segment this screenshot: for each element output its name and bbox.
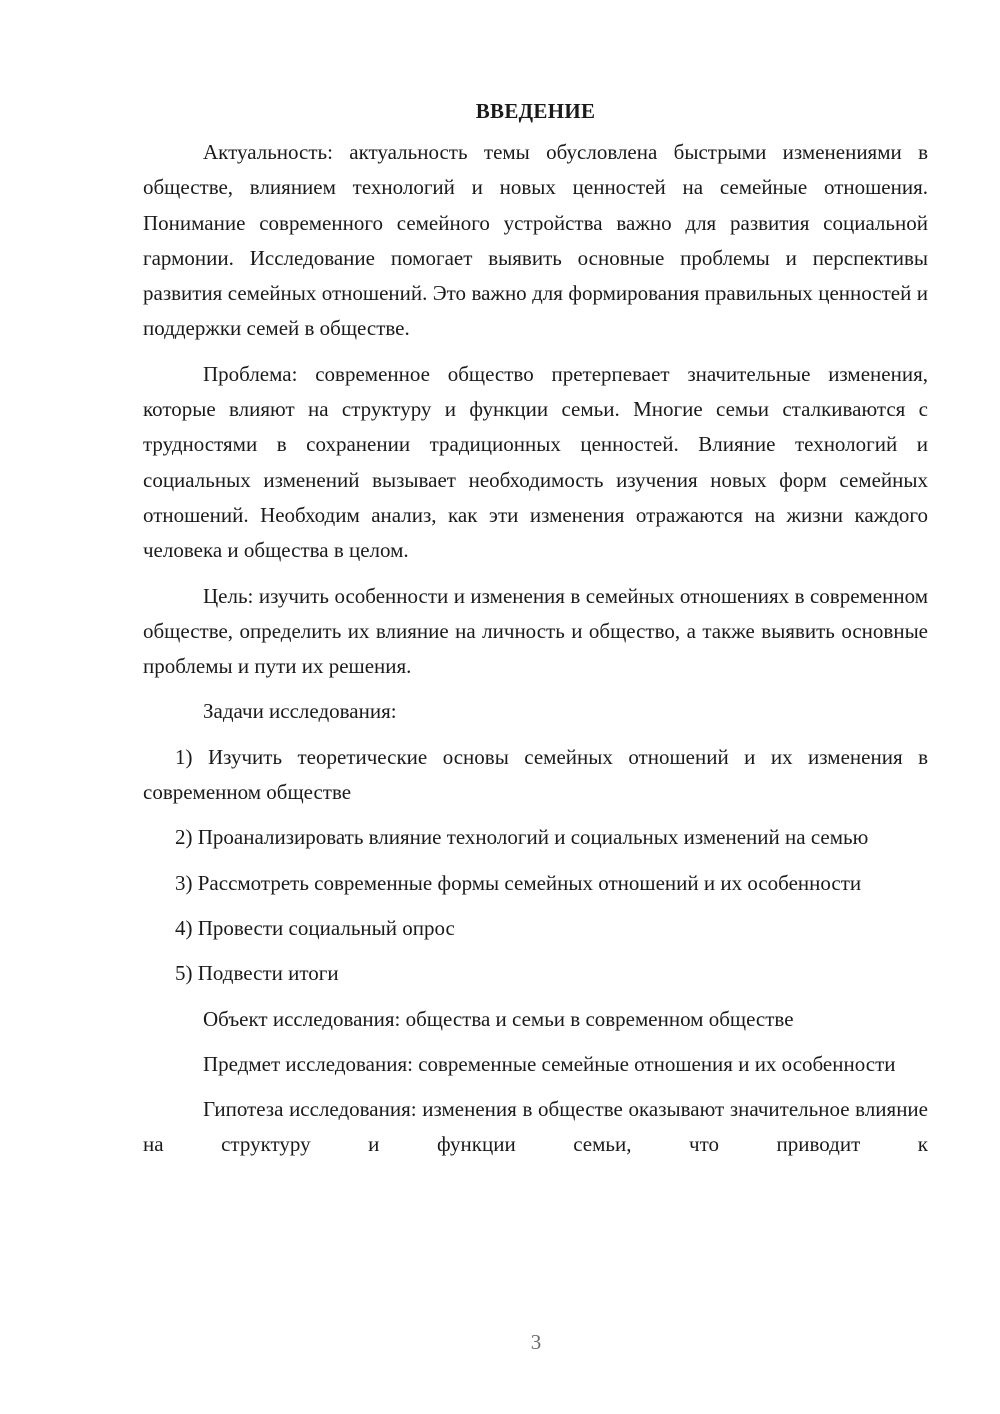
paragraph-object: Объект исследования: общества и семьи в современном обществе	[203, 1006, 794, 1031]
paragraph-subject: Предмет исследования: современные семейные отношения и их особенности	[203, 1051, 896, 1076]
tasks-title: Задачи исследования:	[203, 699, 397, 724]
document-page	[143, 94, 928, 1163]
task-item-3: 3) Рассмотреть современные формы семейных отношений и их особенности	[175, 870, 862, 895]
section-heading: ВВЕДЕНИЕ	[475, 99, 596, 123]
task-item-4: 4) Провести социальный опрос	[175, 915, 455, 940]
task-item-1: 1) Изучить теоретические основы семейных отношений и их изменения в современном обществе	[143, 744, 928, 805]
paragraph-relevance: Актуальность: актуальность темы обусловлена быстрыми изменениями в обществе, влиянием технологий и новых ценностей на семейные отношения. Понимание современного семейного устройства важно для развития социальной гармонии. Исследование помогает выявить основные проблемы и перспективы развития семейных отношений. Это важно для формирования правильных ценностей и поддержки семей в обществе.	[143, 140, 928, 341]
task-item-5: 5) Подвести итоги	[175, 961, 339, 986]
paragraph-problem: Проблема: современное общество претерпевает значительные изменения, которые влияют на структуру и функции семьи. Многие семьи сталкиваются с трудностями в сохранении традиционных ценностей. Влияние технологий и социальных изменений вызывает необходимость изучения новых форм семейных отношений. Необходим анализ, как эти изменения отражаются на жизни каждого человека и общества в целом.	[143, 361, 928, 563]
page-number: 3	[530, 1330, 542, 1354]
paragraph-hypothesis: Гипотеза исследования: изменения в обществе оказывают значительное влияние на структуру и функции семьи, что приводит к	[143, 1097, 928, 1157]
task-item-2: 2) Проанализировать влияние технологий и социальных изменений на семью	[175, 825, 869, 850]
paragraph-goal: Цель: изучить особенности и изменения в семейных отношениях в современном обществе, определить их влияние на личность и общество, а также выявить основные проблемы и пути их решения.	[143, 583, 928, 679]
